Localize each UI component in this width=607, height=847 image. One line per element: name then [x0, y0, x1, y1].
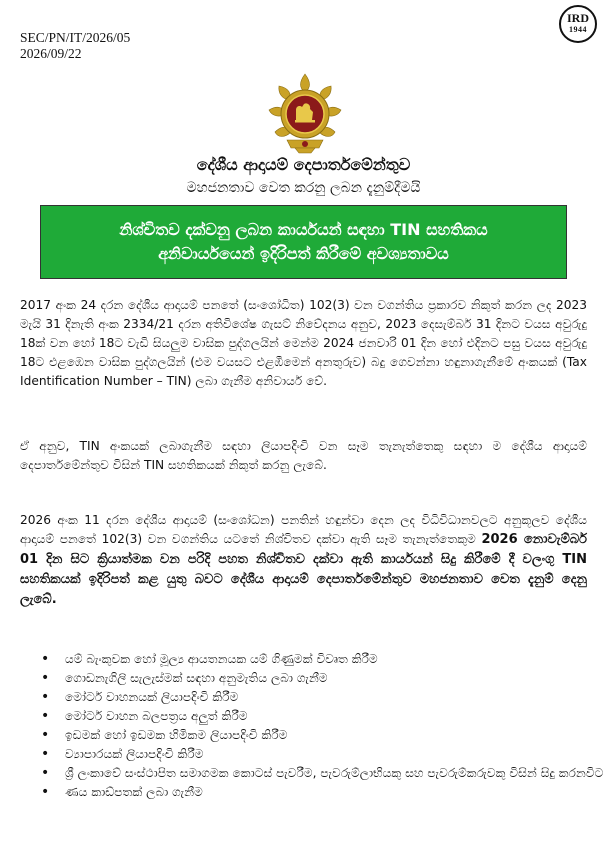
- paragraph-effective-date-intro: 2026 අංක 11 දරන දේශීය ආදායම් (සංශෝධන) පනතින් හඳුන්වා දෙන ලද විධිවිධානවලට අනුකූලව දේශීය ආදායම් පනතේ 102(3) වන වගන්තිය යටතේ නිශ්චිතව දක්වා ඇති සෑම තැනැත්තෙකුම: [20, 513, 587, 546]
- list-item: • ශ්‍රී ලංකාවේ සංස්ථාපිත සමාගමක කොටස් පැවරීම, පැවරුම්ලාභියකු සහ පැවරුම්කරුවකු විසින් සිදු කරනවිට: [65, 764, 607, 783]
- banner-line-2: අනිවාර්යයෙන් ඉදිරිපත් කිරීමේ අවශ්‍යතාවය: [158, 244, 449, 263]
- list-item: • මෝටර් වාහනයක් ලියාපදිංචි කිරීම: [65, 688, 607, 707]
- paragraph-tin-requirement: 2017 අංක 24 දරන දේශීය ආදායම් පනතේ (සංශෝධිත) 102(3) වන වගන්තිය ප්‍රකාරව නිකුත් කරන ලද 2023 මැයි 31 දිනැති අංක 2334/21 දරන අතිවිශේෂ ගැසට් නිවේදනය අනුව, 2023 දෙසැම්බර් 31 දිනට වයස අවුරුදු 18ක් වන හෝ 18ට වැඩි සියලුම වාසික පුද්ගලයින් මෙන්ම 2024 ජනවාරි 01 දින හෝ එදිනට පසු වයස අවුරුදු 18ට එළඹෙන වාසික පුද්ගලයින් (එම වයසට එළඹීමෙන් අනතුරුව) බදු ගෙවන්නා හඳුනාගැනීමේ අංකයක් (Tax Identification Number – TIN) ලබා ගැනීම අනිවාර්ය වේ.: [20, 298, 587, 388]
- notice-subtitle: මහජනතාව වෙත කරනු ලබන දැනුම්දීමයි: [186, 180, 421, 196]
- national-emblem-icon: [265, 72, 345, 154]
- ird-logo-year: 1944: [569, 25, 587, 34]
- paragraph-tin-certificate: ඒ අනුව, TIN අංකයක් ලබාගැනීම සඳහා ලියාපදිංචි වන සෑම තැනැත්තෙකු සඳහා ම දේශීය ආදායම් දෙපාර්තමේන්තුව විසින් TIN සහතිකයක් නිකුත් කරනු ලැබේ.: [20, 439, 587, 472]
- reference-number: SEC/PN/IT/2026/05: [20, 30, 131, 45]
- reference-block: [20, 30, 130, 62]
- paragraph-effective-date: [20, 511, 587, 610]
- list-item: • ගොඩනැගිලි සැලැස්මක් සඳහා අනුමැතිය ලබා ගැනීම: [65, 669, 607, 688]
- list-item: • ඉඩමක් හෝ ඉඩමක හිමිකම ලියාපදිංචි කිරීම: [65, 726, 607, 745]
- paragraph-effective-date-bold: 2026 නොවැම්බර් 01 දින සිට ක්‍රියාත්මක වන පරිදි පහත නිශ්චිතව දක්වා ඇති කාර්යයන් සිදු කිරීමේ දී වලංගු TIN සහතිකයක් ඉදිරිපත් කළ යුතු බවට දේශීය ආදායම් දෙපාර්තමේන්තුව මහජනතාව වෙත දැනුම් දෙනු ලැබේ.: [20, 532, 587, 607]
- required-activities-list: [20, 650, 607, 802]
- reference-date: 2026/09/22: [20, 46, 82, 61]
- list-item: • ණය කාඩ්පතක් ලබා ගැනීම: [65, 783, 607, 802]
- notice-title-banner: [40, 205, 567, 279]
- department-name: දේශීය ආදායම් දෙපාර්තමේන්තුව: [196, 155, 411, 174]
- list-item: • මෝටර් වාහන බලපත්‍රය අලුත් කිරීම: [65, 707, 607, 726]
- list-item: • යම් බැංකුවක හෝ මූල්‍ය ආයතනයක යම් ගිණුමක් විවෘත කිරීම: [65, 650, 607, 669]
- ird-logo-text: IRD: [566, 11, 589, 25]
- list-item: • ව්‍යාපාරයක් ලියාපදිංචි කිරීම: [65, 745, 607, 764]
- banner-line-1: නිශ්චිතව දක්වනු ලබන කාර්යයන් සඳහා TIN සහතිකය: [119, 220, 488, 239]
- ird-logo: [559, 5, 597, 43]
